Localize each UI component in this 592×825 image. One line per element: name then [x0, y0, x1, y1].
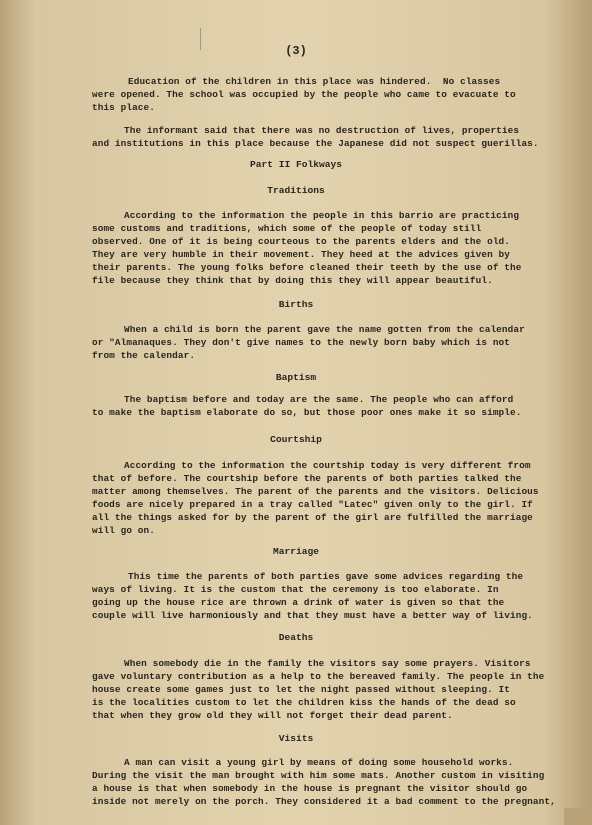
text-line: The baptism before and today are the same. The people who can afford: [124, 394, 514, 405]
text-line: were opened. The school was occupied by the people who came to evacuate to: [92, 89, 516, 100]
text-line: couple will live harmoniously and that they must have a better way of living.: [92, 610, 533, 621]
text-line: observed. One of it is being courteous to the parents elders and the old.: [92, 236, 510, 247]
text-line: will go on.: [92, 525, 155, 536]
section-heading: Deaths: [278, 632, 314, 643]
text-line: A man can visit a young girl by means of doing some household works.: [124, 757, 514, 768]
text-line: that when they grow old they will not forget their dead parent.: [92, 710, 453, 721]
text-line: The informant said that there was no destruction of lives, properties: [124, 125, 520, 136]
section-heading: Courtship: [270, 434, 322, 445]
text-line: that of before. The courtship before the parents of both parties talked the: [92, 473, 522, 484]
section-heading: Births: [278, 299, 314, 310]
text-line: is the localities custom to let the children kiss the hands of the dead so: [92, 697, 516, 708]
text-line: or "Almanaques. They don't give names to the newly born baby which is not: [92, 337, 510, 348]
text-line: a house is that when somebody in the house is pregnant the visitor should go: [92, 783, 528, 794]
text-line: their parents. The young folks before cleaned their teeth by the use of the: [92, 262, 522, 273]
text-line: They are very humble in their movement. They heed at the advices given by: [92, 249, 510, 260]
text-line: Education of the children in this place was hindered. No classes: [128, 76, 501, 87]
text-line: foods are nicely prepared in a tray called "Latec" given only to the girl. If: [92, 499, 533, 510]
section-heading: Traditions: [267, 185, 325, 196]
text-line: all the things asked for by the parent of the girl are fulfilled the marriage: [92, 512, 533, 523]
section-heading: Visits: [278, 733, 314, 744]
text-line: house create some games just to let the night passed without sleeping. It: [92, 684, 510, 695]
text-line: During the visit the man brought with him some mats. Another custom in visiting: [92, 770, 545, 781]
section-heading: Baptism: [275, 372, 317, 383]
text-line: file because they think that by doing this they will appear beautiful.: [92, 275, 493, 286]
page-corner-tear: [564, 808, 592, 825]
text-line: According to the information the courtship today is very different from: [124, 460, 531, 471]
text-line: this place.: [92, 102, 155, 113]
text-line: to make the baptism elaborate do so, but those poor ones make it so simple.: [92, 407, 522, 418]
text-line: from the calendar.: [92, 350, 196, 361]
text-line: When somebody die in the family the visitors say some prayers. Visitors: [124, 658, 531, 669]
text-line: going up the house rice are thrown a drink of water is given so that the: [92, 597, 505, 608]
section-heading: Part II Folkways: [249, 159, 343, 170]
page-number: (3): [285, 44, 307, 58]
text-line: ways of living. It is the custom that the ceremony is too elaborate. In: [92, 584, 499, 595]
text-line: and institutions in this place because the Japanese did not suspect guerillas.: [92, 138, 539, 149]
text-line: matter among themselves. The parent of the parents and the visitors. Delicious: [92, 486, 539, 497]
text-line: When a child is born the parent gave the name gotten from the calendar: [124, 324, 525, 335]
text-line: inside not merely on the porch. They considered it a bad comment to the pregnant,: [92, 796, 556, 807]
text-line: This time the parents of both parties gave some advices regarding the: [128, 571, 524, 582]
text-line: According to the information the people in this barrio are practicing: [124, 210, 520, 221]
text-line: some customs and traditions, which some of the people of today still: [92, 223, 482, 234]
text-line: gave voluntary contribution as a help to the bereaved family. The people in the: [92, 671, 545, 682]
section-heading: Marriage: [272, 546, 320, 557]
